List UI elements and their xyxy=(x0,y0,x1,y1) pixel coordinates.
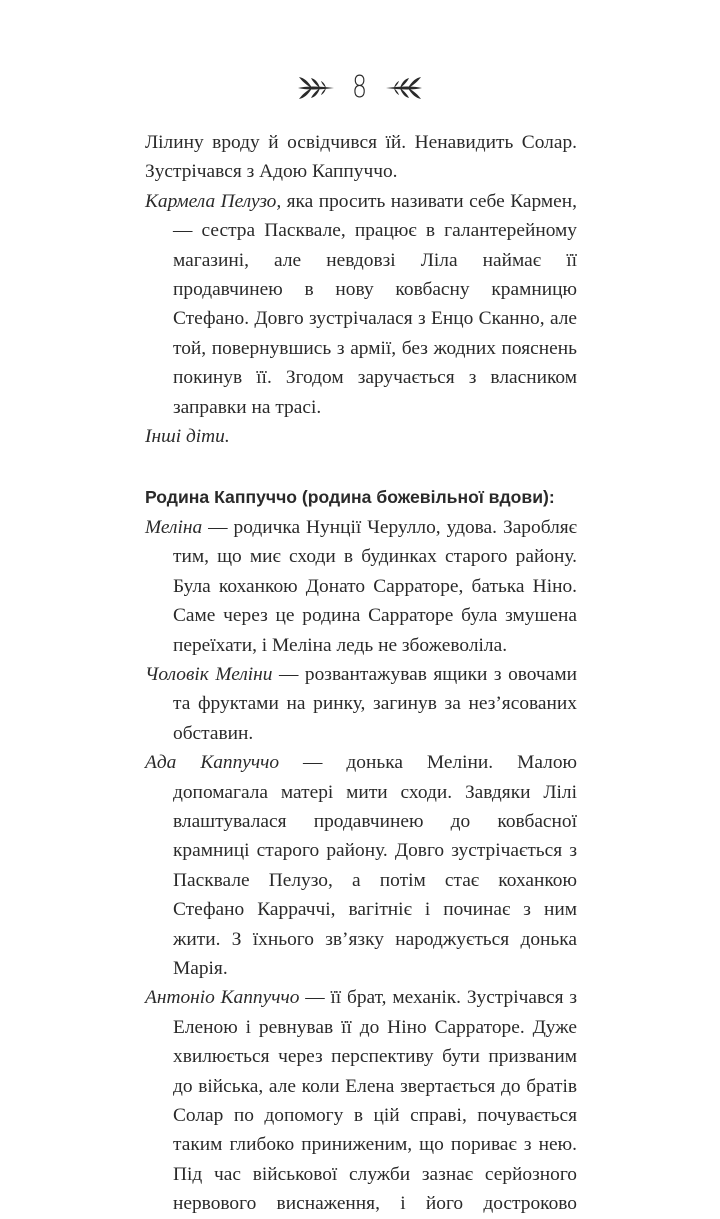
character-name: Ада Каппуччо xyxy=(145,752,280,774)
page-number: 8 xyxy=(352,70,368,105)
character-description: — розвантажував ящики з овочами та фруктами на ринку, загинув за нез’ясованих обставин. xyxy=(173,663,577,744)
continuation-paragraph: Лілину вроду й освідчився їй. Ненавидить Солар. Зустрічався з Адою Каппуччо. xyxy=(145,132,577,183)
character-name: Кармела Пелузо, xyxy=(145,190,282,212)
family-heading: Родина Каппуччо (родина божевільної вдови): xyxy=(145,487,555,508)
page-header xyxy=(0,68,720,108)
character-entry-ada xyxy=(145,748,577,983)
character-description: — її брат, механік. Зустрічався з Еленою і ревнував її до Ніно Сарраторе. Дуже хвилюється через перспективу бути призваним до війська, але коли Елена звертається до братів Солар по допомогу в цій справі, почувається таким глибоко приниженим, що пориває з нею. Під час військової служби зазнає серйозного нервового виснаження, і його достроково xyxy=(173,987,578,1215)
character-name: Інші діти. xyxy=(145,426,230,448)
leaf-sprig-icon xyxy=(296,75,336,101)
character-name: Антоніо Каппуччо xyxy=(145,987,300,1009)
leaf-sprig-icon xyxy=(384,75,424,101)
character-entry-melina-husband xyxy=(145,660,577,748)
character-name: Меліна xyxy=(145,516,203,538)
character-entry-carmela xyxy=(145,187,577,422)
other-children-line xyxy=(145,422,577,451)
character-entry-melina xyxy=(145,513,577,660)
character-description: — родичка Нунції Черулло, удова. Заробляє тим, що миє сходи в будинках старого району. Була коханкою Донато Сарраторе, батька Ніно. Саме через це родина Сарраторе була змушена переїхати, і Меліна ледь не збожеволіла. xyxy=(173,516,577,656)
character-description: — донька Меліни. Малою допомагала матері мити сходи. Завдяки Лілі влаштувалася продавчинею до ковбасної крамниці старого району. Довго зустрічається з Пасквале Пелузо, а потім стає коханкою Стефано Карраччі, вагітніє і починає з ним жити. З їхнього зв’язку народжується донька Марія. xyxy=(173,752,577,979)
character-name: Чоловік Меліни xyxy=(145,663,273,685)
character-description: яка просить називати себе Кармен, — сестра Пасквале, працює в галантерейному магазині, але невдовзі Ліла наймає її продавчинею в нову ковбасну крамницю Стефано. Довго зустрічалася з Енцо Сканно, але той, повернувшись з армії, без жодних пояснень покинув її. Згодом заручається з власником заправки на трасі. xyxy=(173,190,577,418)
body-text xyxy=(145,128,577,1219)
character-entry-antonio xyxy=(145,983,577,1218)
